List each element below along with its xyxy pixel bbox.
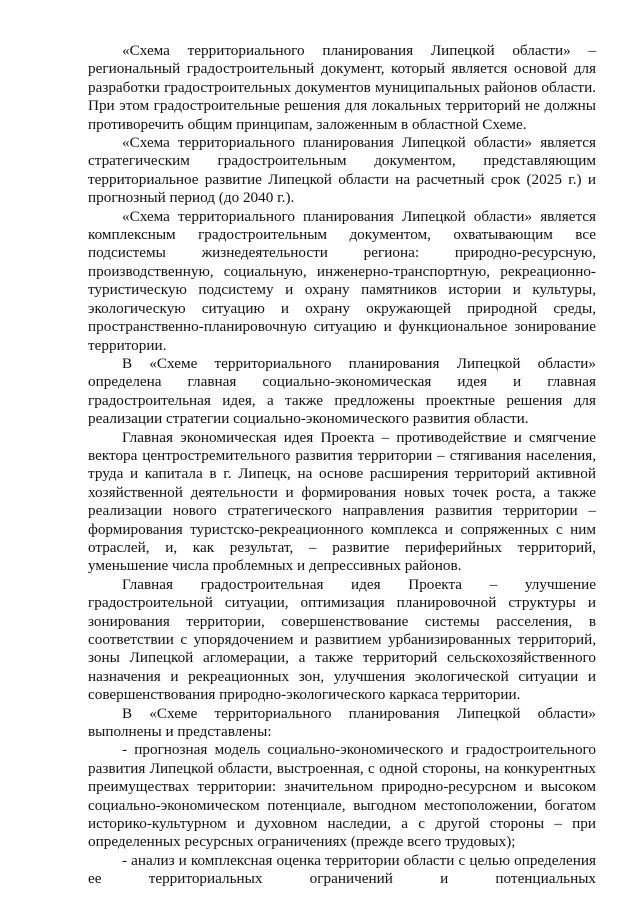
paragraph-scheme-definition: «Схема территориального планирования Липецкой области» – региональный градостроительный документ, который является основой для разработки градостроительных документов муниципальных районов области. При этом градостроительные решения для локальных территорий не должны противоречить общим принципам, заложенным в областной Схеме. [88,42,596,133]
list-item-territory-analysis: - анализ и комплексная оценка территории области с целью определения ее территориальных ограничений и потенциальных [88,851,596,888]
paragraph-economic-idea: Главная экономическая идея Проекта – противодействие и смягчение вектора центростремительного развития территории – стягивания населения, труда и капитала в г. Липецк, на основе расширения территорий активной хозяйственной деятельности и формирования новых точек роста, а также реализации нового стратегического направления развития территории – формирования туристско-рекреационного комплекса и сопряженных с ним отраслей, и, как результат, – развитие периферийных территорий, уменьшение числа проблемных и депрессивных районов. [88,428,596,575]
paragraph-completed-items-intro: В «Схеме территориального планирования Липецкой области» выполнены и представлены: [88,704,596,741]
paragraph-complex-document: «Схема территориального планирования Липецкой области» является комплексным градостроительным документом, охватывающим все подсистемы жизнедеятельности региона: природно-ресурсную, производственную, социальную, инженерно-транспортную, рекреационно-туристическую подсистему и охрану памятников истории и культуры, экологическую ситуацию и охрану окружающей природной среды, пространственно-планировочную ситуацию и функциональное зонирование территории. [88,207,596,354]
paragraph-urban-planning-idea: Главная градостроительная идея Проекта – улучшение градостроительной ситуации, оптимизация планировочной структуры и зонирования территории, совершенствование системы расселения, в соответствии с упорядочением и развитием урбанизированных территорий, зоны Липецкой агломерации, а также территорий сельскохозяйственного назначения и рекреационных зон, улучшения экологической ситуации и совершенствования природно-экологического каркаса территории. [88,575,596,704]
paragraph-main-ideas: В «Схеме территориального планирования Липецкой области» определена главная социально-экономическая идея и главная градостроительная идея, а также предложены проектные решения для реализации стратегии социально-экономического развития области. [88,354,596,428]
paragraph-strategic-document: «Схема территориального планирования Липецкой области» является стратегическим градостроительным документом, представляющим территориальное развитие Липецкой области на расчетный срок (2025 г.) и прогнозный период (до 2040 г.). [88,134,596,207]
list-item-forecast-model: - прогнозная модель социально-экономического и градостроительного развития Липецкой области, выстроенная, с одной стороны, на конкурентных преимуществах территории: значительном природно-ресурсном и высоком социально-экономическом потенциале, выгодном местоположении, богатом историко-культурном и духовном наследии, а с другой стороны – при определенных ресурсных ограничениях (прежде всего трудовых); [88,741,596,851]
document-page [88,42,596,889]
